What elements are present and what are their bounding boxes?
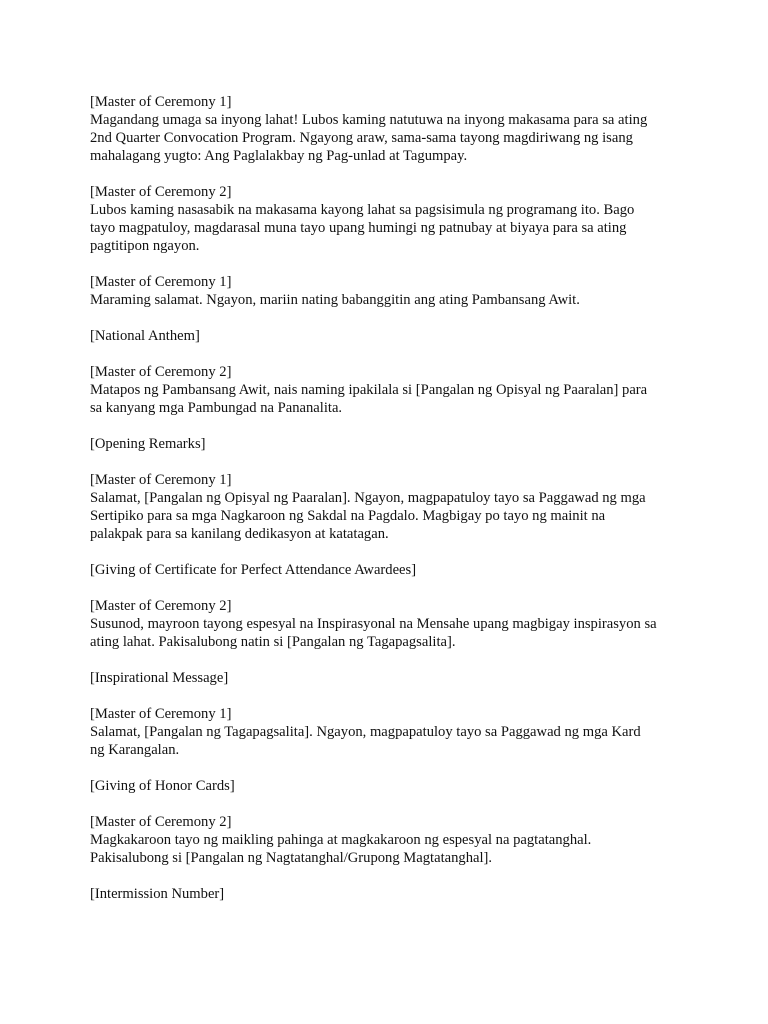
- speech-line: Salamat, [Pangalan ng Tagapagsalita]. Ngayon, magpapatuloy tayo sa Paggawad ng mga Kard: [90, 724, 641, 740]
- speaker-label: [Master of Ceremony 1]: [90, 274, 232, 290]
- script-body: [90, 93, 690, 903]
- speech-line: tayo magpatuloy, magdarasal muna tayo upang humingi ng patnubay at biyaya para sa ating: [90, 220, 627, 236]
- speaker-block: [90, 597, 690, 651]
- program-cue-block: [90, 561, 690, 579]
- speech-line: ng Karangalan.: [90, 742, 180, 758]
- speaker-label: [Master of Ceremony 1]: [90, 472, 232, 488]
- program-cue-block: [90, 777, 690, 795]
- speech-line: Magkakaroon tayo ng maikling pahinga at magkakaroon ng espesyal na pagtatanghal.: [90, 832, 592, 848]
- speech-line: pagtitipon ngayon.: [90, 238, 200, 254]
- speech-line: palakpak para sa kanilang dedikasyon at katatagan.: [90, 526, 389, 542]
- program-cue-block: [90, 435, 690, 453]
- speaker-block: [90, 813, 690, 867]
- speech-line: sa kanyang mga Pambungad na Pananalita.: [90, 400, 343, 416]
- speaker-label: [Master of Ceremony 2]: [90, 364, 232, 380]
- speaker-block: [90, 705, 690, 759]
- speech-line: Matapos ng Pambansang Awit, nais naming ipakilala si [Pangalan ng Opisyal ng Paaralan] para: [90, 382, 648, 398]
- speech-line: Sertipiko para sa mga Nagkaroon ng Sakdal na Pagdalo. Magbigay po tayo ng mainit na: [90, 508, 606, 524]
- speech-line: Magandang umaga sa inyong lahat! Lubos kaming natutuwa na inyong makasama para sa ating: [90, 112, 648, 128]
- speech-line: ating lahat. Pakisalubong natin si [Pangalan ng Tagapagsalita].: [90, 634, 456, 650]
- speaker-block: [90, 93, 690, 165]
- speaker-block: [90, 471, 690, 543]
- speaker-label: [Master of Ceremony 2]: [90, 814, 232, 830]
- speech-line: Maraming salamat. Ngayon, mariin nating babanggitin ang ating Pambansang Awit.: [90, 292, 580, 308]
- program-cue: [Inspirational Message]: [90, 670, 229, 686]
- program-cue-block: [90, 669, 690, 687]
- speech-line: mahalagang yugto: Ang Paglalakbay ng Pag-unlad at Tagumpay.: [90, 148, 468, 164]
- speaker-label: [Master of Ceremony 2]: [90, 184, 232, 200]
- program-cue: [National Anthem]: [90, 328, 200, 344]
- program-cue: [Opening Remarks]: [90, 436, 206, 452]
- speech-line: 2nd Quarter Convocation Program. Ngayong araw, sama-sama tayong magdiriwang ng isang: [90, 130, 633, 146]
- speaker-block: [90, 273, 690, 309]
- speech-line: Pakisalubong si [Pangalan ng Nagtatanghal/Grupong Magtatanghal].: [90, 850, 493, 866]
- program-cue: [Intermission Number]: [90, 886, 225, 902]
- program-cue: [Giving of Honor Cards]: [90, 778, 235, 794]
- speech-line: Lubos kaming nasasabik na makasama kayong lahat sa pagsisimula ng programang ito. Bago: [90, 202, 635, 218]
- speech-line: Susunod, mayroon tayong espesyal na Inspirasyonal na Mensahe upang magbigay inspirasyon sa: [90, 616, 657, 632]
- speaker-label: [Master of Ceremony 1]: [90, 94, 232, 110]
- program-cue-block: [90, 327, 690, 345]
- program-cue-block: [90, 885, 690, 903]
- speaker-label: [Master of Ceremony 1]: [90, 706, 232, 722]
- speaker-block: [90, 363, 690, 417]
- speaker-label: [Master of Ceremony 2]: [90, 598, 232, 614]
- program-cue: [Giving of Certificate for Perfect Attendance Awardees]: [90, 562, 417, 578]
- speech-line: Salamat, [Pangalan ng Opisyal ng Paaralan]. Ngayon, magpapatuloy tayo sa Paggawad ng mga: [90, 490, 646, 506]
- speaker-block: [90, 183, 690, 255]
- document-page: [90, 93, 690, 921]
